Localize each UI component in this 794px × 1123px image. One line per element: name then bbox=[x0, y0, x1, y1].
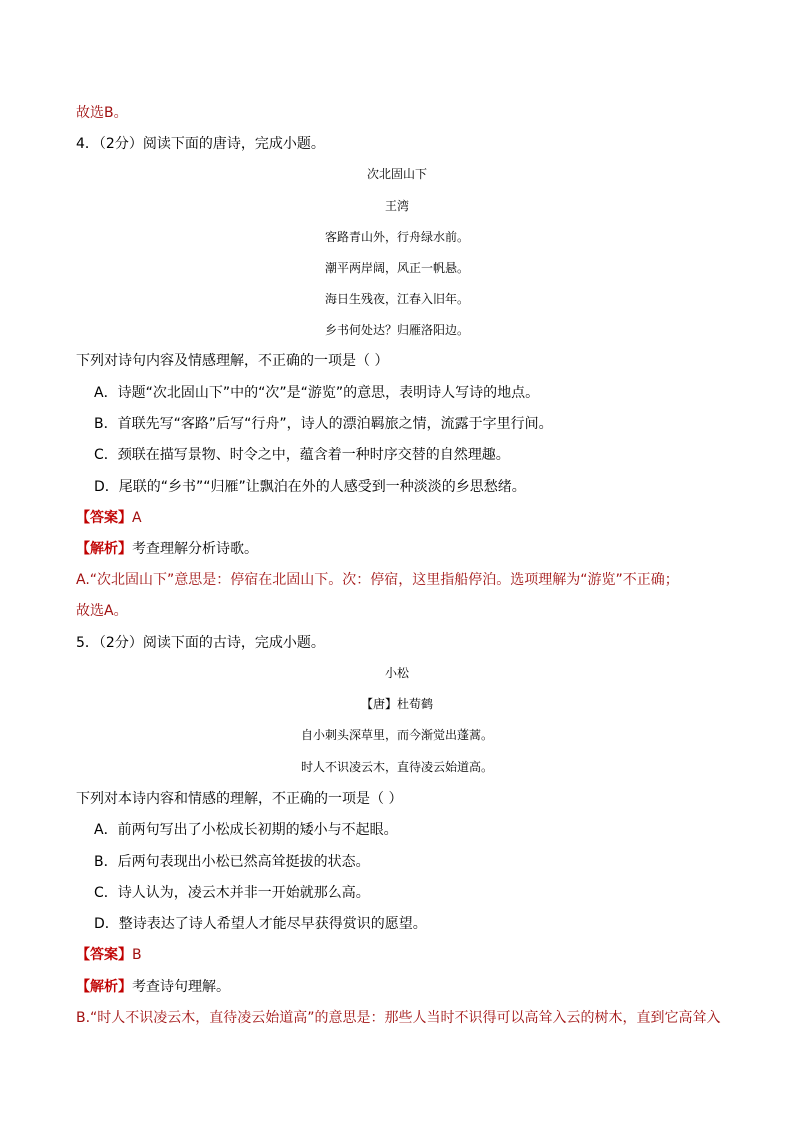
q4-stem: 4．（2分）阅读下面的唐诗，完成小题。 bbox=[76, 136, 325, 152]
q4-option-d: D．尾联的“乡书”“归雁”让飘泊在外的人感受到一种淡淡的乡思愁绪。 bbox=[94, 479, 526, 495]
q4-poem-line: 海日生残夜，江春入旧年。 bbox=[324, 292, 469, 306]
q4-poem-author: 王湾 bbox=[384, 199, 409, 213]
q5-poem-line: 自小刺头深草里，而今渐觉出蓬蒿。 bbox=[300, 728, 493, 742]
q5-stem: 5．（2分）阅读下面的古诗，完成小题。 bbox=[76, 635, 325, 651]
answer-tag: 【答案】 bbox=[76, 947, 132, 963]
q5-option-c: C．诗人认为，凌云木并非一开始就那么高。 bbox=[94, 885, 370, 901]
q4-conclusion: 故选A。 bbox=[76, 603, 128, 619]
q4-option-c: C．颈联在描写景物、时令之中，蕴含着一种时序交替的自然理趣。 bbox=[94, 447, 510, 463]
q5-option-d: D．整诗表达了诗人希望人才能尽早获得赏识的愿望。 bbox=[94, 916, 427, 932]
q4-analysis bbox=[76, 540, 258, 558]
q5-analysis bbox=[76, 978, 230, 996]
analysis-tag: 【解析】 bbox=[76, 541, 132, 557]
q4-explanation: A.“次北固山下”意思是：停宿在北固山下。次：停宿，这里指船停泊。选项理解为“游览”不正确； bbox=[76, 572, 679, 588]
q5-poem-author: 【唐】杜荀鹤 bbox=[360, 697, 433, 711]
analysis-text: 考查诗句理解。 bbox=[132, 979, 230, 995]
q4-poem-line: 客路青山外，行舟绿水前。 bbox=[324, 230, 469, 244]
q3-conclusion: 故选B。 bbox=[76, 105, 128, 121]
answer-value: A bbox=[132, 510, 142, 526]
q4-answer bbox=[76, 509, 142, 527]
q5-option-b: B．后两句表现出小松已然高耸挺拔的状态。 bbox=[94, 854, 370, 870]
q5-option-a: A．前两句写出了小松成长初期的矮小与不起眼。 bbox=[94, 822, 398, 838]
analysis-text: 考查理解分析诗歌。 bbox=[132, 541, 258, 557]
q4-poem-title: 次北固山下 bbox=[366, 167, 427, 181]
q5-explanation: B.“时人不识凌云木，直待凌云始道高”的意思是：那些人当时不识得可以高耸入云的树木，直到它高耸入 bbox=[76, 1010, 721, 1026]
q4-option-b: B．首联先写“客路”后写“行舟”，诗人的漂泊羁旅之情，流露于字里行间。 bbox=[94, 416, 553, 432]
q5-question: 下列对本诗内容和情感的理解，不正确的一项是（ ） bbox=[76, 791, 403, 807]
q4-poem-line: 乡书何处达？归雁洛阳边。 bbox=[324, 323, 469, 337]
analysis-tag: 【解析】 bbox=[76, 979, 132, 995]
q5-poem-title: 小松 bbox=[384, 666, 409, 680]
q4-poem-line: 潮平两岸阔，风正一帆悬。 bbox=[324, 261, 469, 275]
q4-option-a: A．诗题“次北固山下”中的“次”是“游览”的意思，表明诗人写诗的地点。 bbox=[94, 385, 540, 401]
q5-poem-line: 时人不识凌云木，直待凌云始道高。 bbox=[300, 760, 493, 774]
q4-question: 下列对诗句内容及情感理解，不正确的一项是（ ） bbox=[76, 353, 389, 369]
q5-answer bbox=[76, 946, 142, 964]
answer-value: B bbox=[132, 947, 142, 963]
answer-tag: 【答案】 bbox=[76, 510, 132, 526]
